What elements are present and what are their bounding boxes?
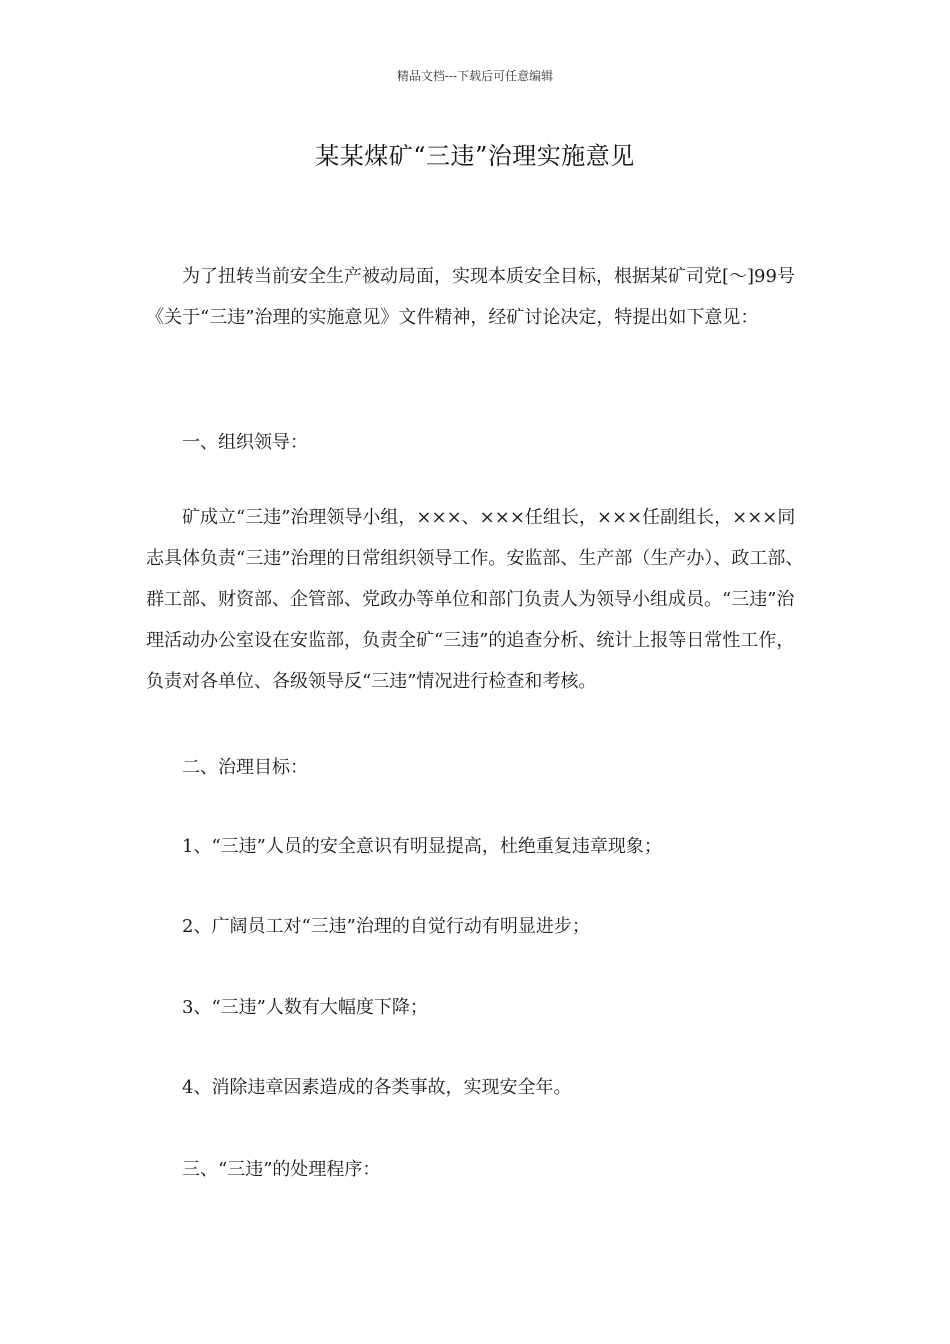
- section-1-heading: 一、组织领导：: [182, 432, 308, 453]
- section-3-heading: 三、“三违”的处理程序：: [182, 1159, 381, 1180]
- goal-item-4: 4、消除违章因素造成的各类事故，实现安全年。: [182, 1077, 572, 1098]
- goal-item-1: 1、“三违”人员的安全意识有明显提高，杜绝重复违章现象；: [182, 836, 662, 857]
- goal-item-2: 2、广阔员工对“三违”治理的自觉行动有明显进步；: [182, 916, 590, 937]
- intro-paragraph: 为了扭转当前安全生产被动局面，实现本质安全目标，根据某矿司党[～]99号《关于“三违”治理的实施意见》文件精神，经矿讨论决定，特提出如下意见：: [146, 266, 795, 328]
- header-note: 精品文档---下载后可任意编辑: [396, 69, 554, 83]
- document-title: 某某煤矿“三违”治理实施意见: [315, 142, 635, 170]
- section-1-paragraph: 矿成立“三违”治理领导小组，×××、×××任组长，×××任副组长，×××同志具体负责“三违”治理的日常组织领导工作。安监部、生产部（生产办）、政工部、群工部、财资部、企管部、党政办等单位和部门负责人为领导小组成员。“三违”治理活动办公室设在安监部，负责全矿“三违”的追查分析、统计上报等日常性工作，负责对各单位、各级领导反“三违”情况进行检查和考核。: [146, 507, 804, 692]
- section-1-body-block: [146, 497, 806, 702]
- intro-paragraph-block: [146, 256, 806, 338]
- section-2-heading: 二、治理目标：: [182, 757, 308, 778]
- goal-item-3: 3、“三违”人数有大幅度下降；: [182, 997, 428, 1018]
